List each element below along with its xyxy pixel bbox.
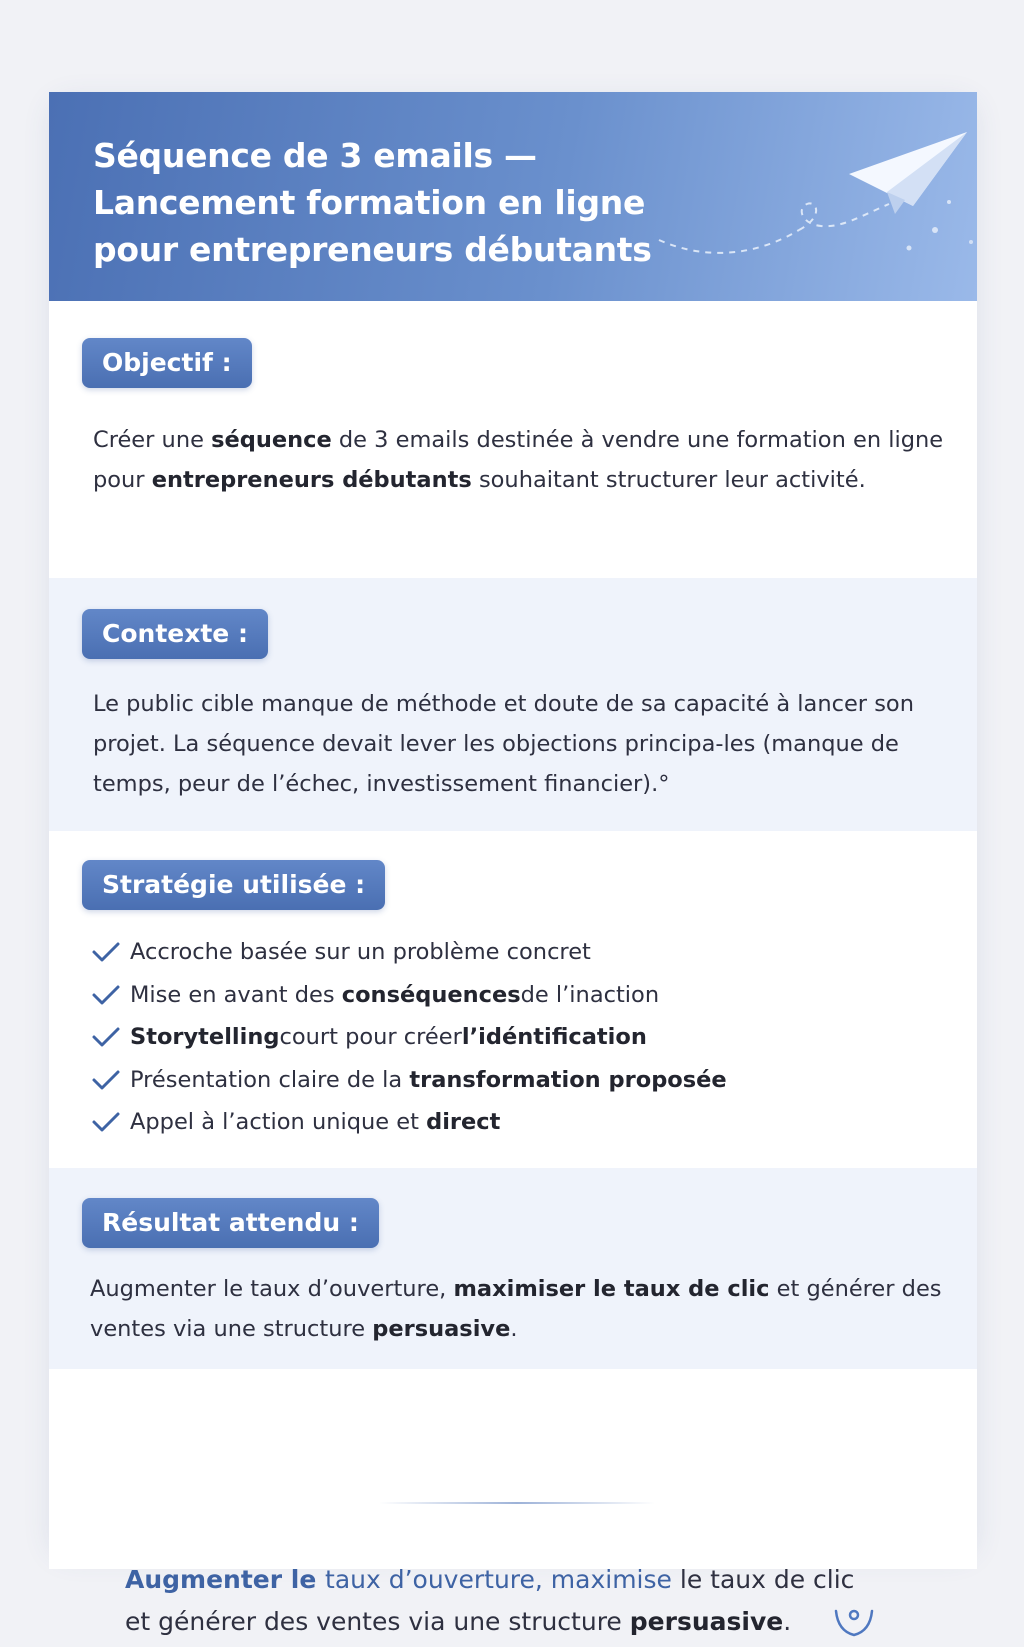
strategie-list [91,931,727,1144]
section-contexte [49,578,977,831]
list-item: Appel à l’action unique et direct [91,1101,727,1144]
resultat-badge: Résultat attendu : [82,1198,379,1248]
section-resultat [49,1168,977,1369]
list-item: Accroche basée sur un problème concret [91,931,727,974]
section-strategie [49,831,977,1168]
check-icon [91,1025,121,1049]
footer-line-2: et générer des ventes via une structure persuasive. [125,1607,792,1636]
resultat-text: Augmenter le taux d’ouverture, maximiser le taux de clic et générer des ventes via une structure persuasive. [90,1276,942,1342]
strategie-badge: Stratégie utilisée : [82,860,385,910]
divider [379,1502,655,1504]
person-icon [824,1607,884,1647]
list-item: Présentation claire de la transformation proposée [91,1059,727,1102]
contexte-badge: Contexte : [82,609,268,659]
contexte-text: Le public cible manque de méthode et doute de sa capacité à lancer son projet. La séquence devait lever les objections principa-les (manque de temps, peur de l’échec, investissement financier).° [93,691,914,797]
objectif-text: Créer une séquence de 3 emails destinée à vendre une formation en ligne pour entrepreneurs débutants souhaitant structurer leur activité. [93,427,944,493]
section-objectif [49,301,977,578]
list-item: Storytelling court pour créer l’idéntification [91,1016,727,1059]
title-line-1: Séquence de 3 emails — [93,136,537,175]
footer-text [125,1559,915,1643]
header-banner [49,92,977,301]
paper-plane-icon [649,122,959,282]
check-icon [91,940,121,964]
check-icon [91,1110,121,1134]
title-line-2: Lancement formation en ligne [93,183,646,222]
check-icon [91,983,121,1007]
page-title [93,132,693,273]
footer-line-1: Augmenter le taux d’ouverture, maximise le taux de clic [125,1565,855,1594]
check-icon [91,1068,121,1092]
objectif-badge: Objectif : [82,338,252,388]
section-footer [49,1369,977,1636]
list-item: Mise en avant des conséquences de l’inaction [91,974,727,1017]
content-card [49,92,977,1636]
title-line-3: pour entrepreneurs débutants [93,230,652,269]
